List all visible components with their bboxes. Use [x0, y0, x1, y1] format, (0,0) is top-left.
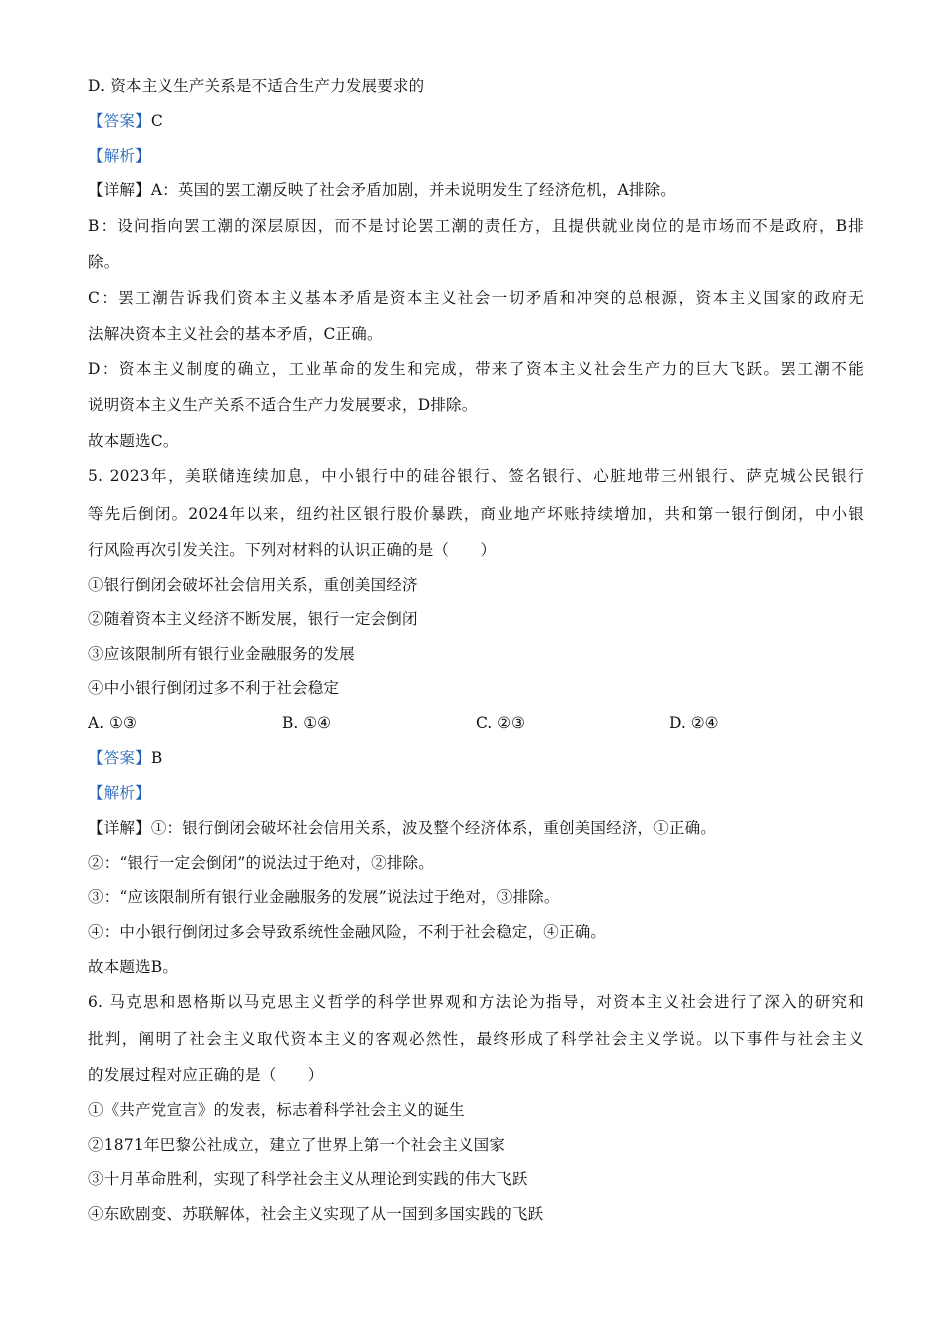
q5-option-a: A. ①③ — [88, 714, 137, 732]
q4-detail-d-line1: D：资本主义制度的确立，工业革命的发生和完成，带来了资本主义社会生产力的巨大飞跃。罢工潮不能 — [88, 360, 864, 378]
q5-option-b: B. ①④ — [282, 714, 332, 732]
q5-item-1: ①银行倒闭会破坏社会信用关系，重创美国经济 — [88, 576, 418, 594]
q6-stem-line1: 6. 马克思和恩格斯以马克思主义哲学的科学世界观和方法论为指导，对资本主义社会进行了深入的研究和 — [88, 993, 864, 1011]
q6-stem-line2: 批判，阐明了社会主义取代资本主义的客观必然性，最终形成了科学社会主义学说。以下事件与社会主义 — [88, 1030, 864, 1048]
q5-detail-1: 【详解】①：银行倒闭会破坏社会信用关系，波及整个经济体系，重创美国经济，①正确。 — [88, 819, 717, 837]
q4-option-d: D. 资本主义生产关系是不适合生产力发展要求的 — [88, 77, 425, 95]
q5-item-4: ④中小银行倒闭过多不利于社会稳定 — [88, 679, 340, 697]
q5-item-2: ②随着资本主义经济不断发展，银行一定会倒闭 — [88, 610, 418, 628]
q4-detail-a: 【详解】A：英国的罢工潮反映了社会矛盾加剧，并未说明发生了经济危机，A排除。 — [88, 181, 677, 199]
answer-value: B — [150, 749, 163, 767]
q6-stem-line3: 的发展过程对应正确的是（ ） — [88, 1066, 324, 1084]
q6-item-2: ②1871年巴黎公社成立，建立了世界上第一个社会主义国家 — [88, 1136, 506, 1154]
q5-stem-line3: 行风险再次引发关注。下列对材料的认识正确的是（ ） — [88, 541, 497, 559]
q5-stem-line1: 5. 2023年，美联储连续加息，中小银行中的硅谷银行、签名银行、心脏地带三州银行、萨克城公民银行 — [88, 467, 864, 485]
q4-detail-c-line1: C：罢工潮告诉我们资本主义基本矛盾是资本主义社会一切矛盾和冲突的总根源，资本主义国家的政府无 — [88, 289, 864, 307]
q6-item-1: ①《共产党宣言》的发表，标志着科学社会主义的诞生 — [88, 1101, 465, 1119]
q5-detail-3: ③：“应该限制所有银行业金融服务的发展”说法过于绝对，③排除。 — [88, 888, 560, 906]
q5-detail-2: ②：“银行一定会倒闭”的说法过于绝对，②排除。 — [88, 854, 434, 872]
q5-conclusion: 故本题选B。 — [88, 958, 179, 976]
q5-analysis-tag: 【解析】 — [88, 784, 151, 802]
q6-item-3: ③十月革命胜利，实现了科学社会主义从理论到实践的伟大飞跃 — [88, 1170, 528, 1188]
answer-tag: 【答案】 — [88, 112, 151, 130]
q4-detail-b-line1: B：设问指向罢工潮的深层原因，而不是讨论罢工潮的责任方，且提供就业岗位的是市场而不是政府，B排 — [88, 217, 864, 235]
q6-item-4: ④东欧剧变、苏联解体，社会主义实现了从一国到多国实践的飞跃 — [88, 1205, 544, 1223]
q5-option-d: D. ②④ — [669, 714, 719, 732]
answer-value: C — [150, 112, 163, 130]
answer-tag: 【答案】 — [88, 749, 151, 767]
q5-answer — [88, 748, 864, 768]
q4-answer — [88, 111, 864, 131]
detail-tag: 【详解】 — [88, 181, 151, 199]
q4-analysis-tag: 【解析】 — [88, 147, 151, 165]
detail-tag: 【详解】 — [88, 819, 151, 837]
q5-detail-4: ④：中小银行倒闭过多会导致系统性金融风险，不利于社会稳定，④正确。 — [88, 923, 607, 941]
q4-detail-b-line2: 除。 — [88, 253, 120, 271]
q4-conclusion: 故本题选C。 — [88, 432, 179, 450]
q4-detail-d-line2: 说明资本主义生产关系不适合生产力发展要求，D排除。 — [88, 396, 478, 414]
q4-detail-c-line2: 法解决资本主义社会的基本矛盾，C正确。 — [88, 325, 383, 343]
q5-option-c: C. ②③ — [476, 714, 525, 732]
q5-item-3: ③应该限制所有银行业金融服务的发展 — [88, 645, 355, 663]
q5-stem-line2: 等先后倒闭。2024年以来，纽约社区银行股价暴跌，商业地产坏账持续增加，共和第一银行倒闭，中小银 — [88, 505, 864, 523]
